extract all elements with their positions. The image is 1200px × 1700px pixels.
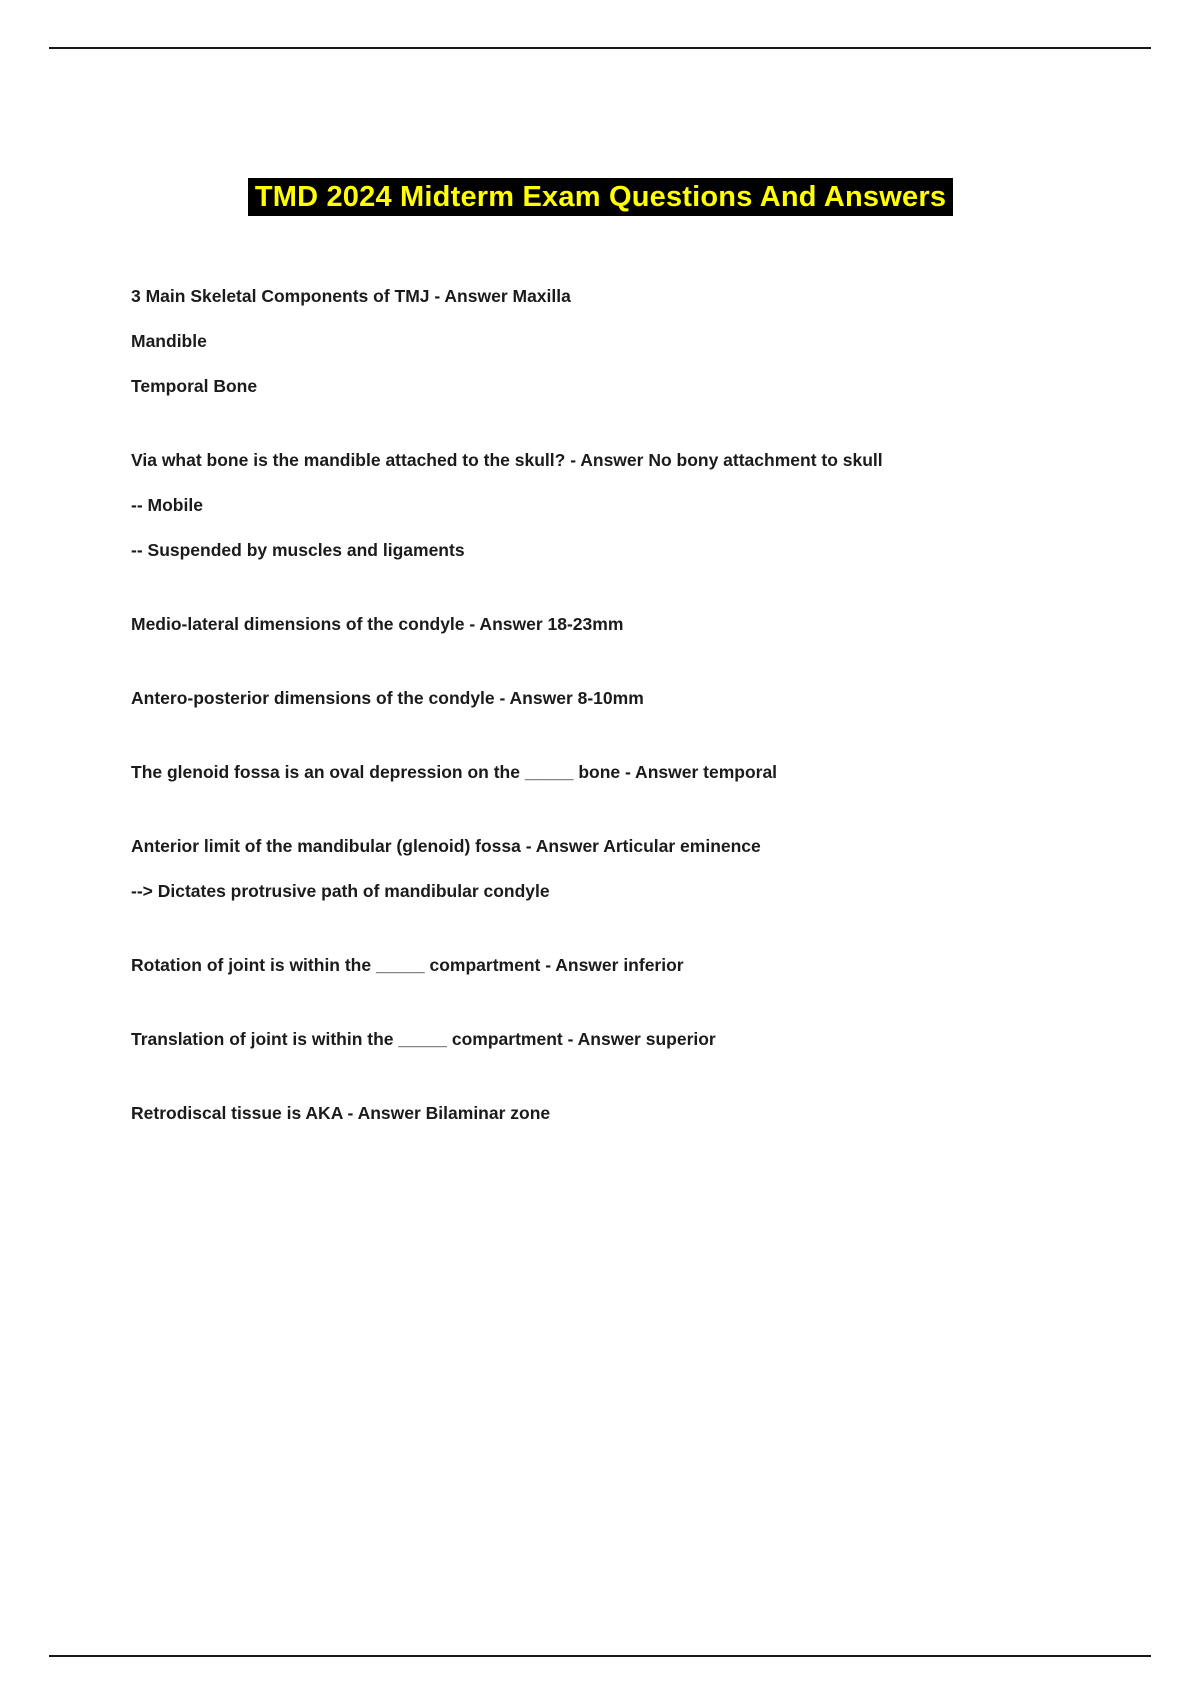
paragraph: Temporal Bone [131, 376, 258, 396]
paragraph: -- Suspended by muscles and ligaments [131, 540, 465, 560]
qa-block [131, 758, 1070, 786]
paragraph: 3 Main Skeletal Components of TMJ - Answer Maxilla [131, 286, 571, 306]
top-divider [49, 47, 1151, 49]
paragraph: Rotation of joint is within the _____ compartment - Answer inferior [131, 955, 684, 975]
paragraph: Anterior limit of the mandibular (glenoid) fossa - Answer Articular eminence [131, 836, 761, 856]
qa-block [131, 951, 1070, 979]
paragraph: Medio-lateral dimensions of the condyle - Answer 18-23mm [131, 614, 624, 634]
paragraph: --> Dictates protrusive path of mandibular condyle [131, 881, 550, 901]
qa-block [131, 1025, 1070, 1053]
paragraph: Translation of joint is within the _____ compartment - Answer superior [131, 1029, 716, 1049]
paragraph: Mandible [131, 331, 207, 351]
qa-block [131, 446, 1070, 564]
content-blocks [131, 282, 1070, 1127]
page-title: TMD 2024 Midterm Exam Questions And Answers [248, 178, 953, 216]
paragraph: -- Mobile [131, 495, 203, 515]
paragraph: Retrodiscal tissue is AKA - Answer Bilaminar zone [131, 1103, 551, 1123]
paragraph: Antero-posterior dimensions of the condyle - Answer 8-10mm [131, 688, 644, 708]
qa-block [131, 832, 1070, 905]
qa-block [131, 1099, 1070, 1127]
qa-block [131, 684, 1070, 712]
bottom-divider [49, 1655, 1151, 1657]
qa-block [131, 282, 1070, 400]
title-container [131, 178, 1070, 216]
paragraph: Via what bone is the mandible attached to the skull? - Answer No bony attachment to skull [131, 450, 883, 470]
paragraph: The glenoid fossa is an oval depression on the _____ bone - Answer temporal [131, 762, 778, 782]
qa-block [131, 610, 1070, 638]
